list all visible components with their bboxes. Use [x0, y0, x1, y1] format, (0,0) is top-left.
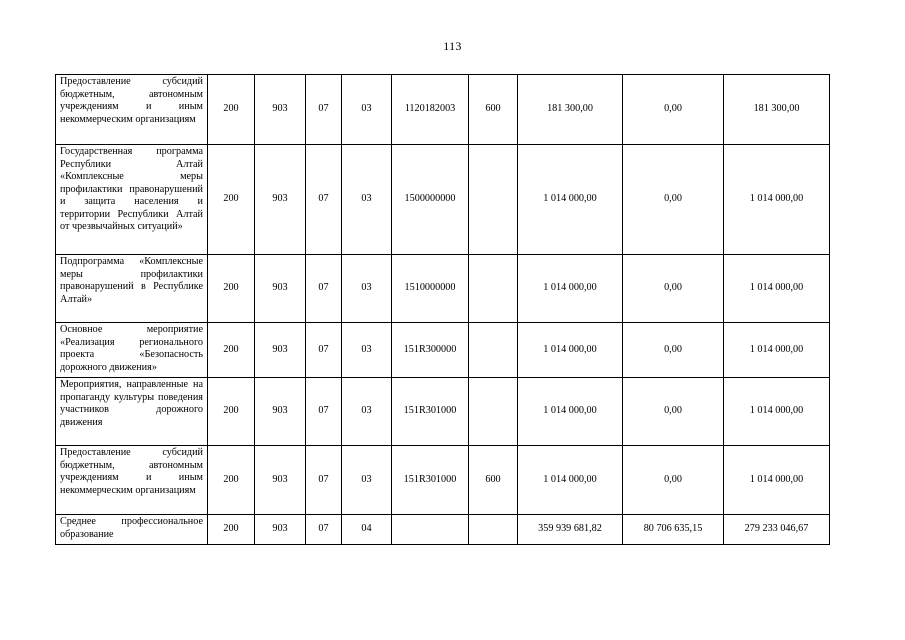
amount-total-cell: 1 014 000,00: [518, 145, 623, 255]
amount-federal-cell: 0,00: [623, 75, 724, 145]
expense-type-cell: [469, 145, 518, 255]
amount-federal-cell: 0,00: [623, 323, 724, 378]
table-row: [56, 75, 830, 145]
expense-type-cell: [469, 255, 518, 323]
subsection-cell: 03: [342, 446, 392, 515]
amount-regional-cell: 181 300,00: [724, 75, 830, 145]
subsection-cell: 03: [342, 75, 392, 145]
admin-code-cell: 200: [208, 145, 255, 255]
table-row: [56, 323, 830, 378]
budget-table: [55, 74, 830, 545]
expense-type-cell: [469, 323, 518, 378]
amount-federal-cell: 0,00: [623, 446, 724, 515]
amount-federal-cell: 80 706 635,15: [623, 515, 724, 545]
table-row: [56, 446, 830, 515]
admin-code-cell: 200: [208, 446, 255, 515]
amount-regional-cell: 1 014 000,00: [724, 378, 830, 446]
amount-total-cell: 1 014 000,00: [518, 446, 623, 515]
admin-code-cell: 200: [208, 75, 255, 145]
row-name-cell: Предоставление субсидий бюджетным, автономным учреждениям и иным некоммерческим организациям: [56, 75, 208, 145]
table-body: [56, 75, 830, 545]
amount-total-cell: 1 014 000,00: [518, 323, 623, 378]
admin-code-cell: 200: [208, 515, 255, 545]
page-number: 113: [443, 39, 462, 53]
section-cell: 07: [306, 446, 342, 515]
table-row: [56, 378, 830, 446]
amount-federal-cell: 0,00: [623, 255, 724, 323]
subsection-cell: 03: [342, 378, 392, 446]
subsection-cell: 03: [342, 323, 392, 378]
amount-total-cell: 181 300,00: [518, 75, 623, 145]
department-code-cell: 903: [255, 446, 306, 515]
department-code-cell: 903: [255, 255, 306, 323]
amount-regional-cell: 1 014 000,00: [724, 145, 830, 255]
amount-federal-cell: 0,00: [623, 145, 724, 255]
target-article-cell: 151R301000: [392, 378, 469, 446]
target-article-cell: 1120182003: [392, 75, 469, 145]
section-cell: 07: [306, 145, 342, 255]
amount-regional-cell: 1 014 000,00: [724, 323, 830, 378]
department-code-cell: 903: [255, 378, 306, 446]
section-cell: 07: [306, 515, 342, 545]
target-article-cell: 151R301000: [392, 446, 469, 515]
amount-total-cell: 1 014 000,00: [518, 378, 623, 446]
target-article-cell: 1510000000: [392, 255, 469, 323]
department-code-cell: 903: [255, 75, 306, 145]
department-code-cell: 903: [255, 323, 306, 378]
row-name-cell: Среднее профессиональное образование: [56, 515, 208, 545]
subsection-cell: 03: [342, 145, 392, 255]
amount-regional-cell: 1 014 000,00: [724, 446, 830, 515]
expense-type-cell: 600: [469, 75, 518, 145]
target-article-cell: 1500000000: [392, 145, 469, 255]
department-code-cell: 903: [255, 145, 306, 255]
row-name-cell: Подпрограмма «Комплексные меры профилактики правонарушений в Республике Алтай»: [56, 255, 208, 323]
section-cell: 07: [306, 75, 342, 145]
subsection-cell: 03: [342, 255, 392, 323]
section-cell: 07: [306, 323, 342, 378]
section-cell: 07: [306, 378, 342, 446]
admin-code-cell: 200: [208, 255, 255, 323]
amount-total-cell: 359 939 681,82: [518, 515, 623, 545]
admin-code-cell: 200: [208, 323, 255, 378]
amount-regional-cell: 1 014 000,00: [724, 255, 830, 323]
target-article-cell: 151R300000: [392, 323, 469, 378]
admin-code-cell: 200: [208, 378, 255, 446]
expense-type-cell: 600: [469, 446, 518, 515]
department-code-cell: 903: [255, 515, 306, 545]
table-row: [56, 515, 830, 545]
subsection-cell: 04: [342, 515, 392, 545]
row-name-cell: Предоставление субсидий бюджетным, автономным учреждениям и иным некоммерческим организациям: [56, 446, 208, 515]
amount-total-cell: 1 014 000,00: [518, 255, 623, 323]
table-row: [56, 255, 830, 323]
section-cell: 07: [306, 255, 342, 323]
target-article-cell: [392, 515, 469, 545]
row-name-cell: Мероприятия, направленные на пропаганду культуры поведения участников дорожного движения: [56, 378, 208, 446]
amount-regional-cell: 279 233 046,67: [724, 515, 830, 545]
amount-federal-cell: 0,00: [623, 378, 724, 446]
expense-type-cell: [469, 515, 518, 545]
row-name-cell: Государственная программа Республики Алтай «Комплексные меры профилактики правонарушений и защита населения и территории Республики Алтай от чрезвычайных ситуаций»: [56, 145, 208, 255]
table-row: [56, 145, 830, 255]
expense-type-cell: [469, 378, 518, 446]
row-name-cell: Основное мероприятие «Реализация регионального проекта «Безопасность дорожного движения»: [56, 323, 208, 378]
